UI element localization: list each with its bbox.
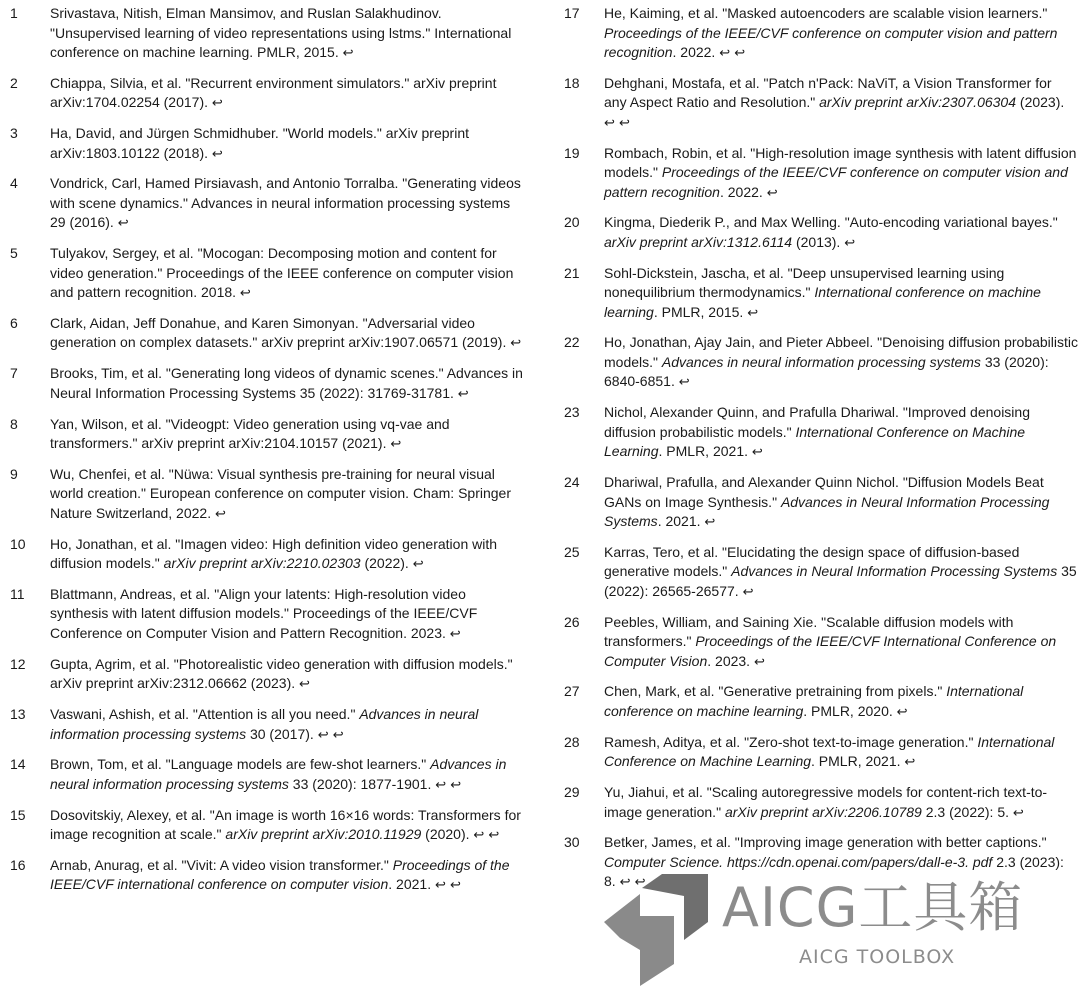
reference-number: 1 bbox=[10, 5, 18, 21]
backlink-icon[interactable]: ↩ bbox=[211, 146, 223, 162]
reference-venue: Advances in neural information processing systems bbox=[50, 706, 479, 742]
reference-text bbox=[604, 74, 1080, 134]
backlink-icon[interactable]: ↩ bbox=[211, 96, 223, 112]
reference-number: 6 bbox=[10, 314, 18, 331]
reference-number: 29 bbox=[564, 784, 580, 801]
backlink-icon[interactable]: ↩ ↩ bbox=[473, 828, 500, 844]
reference-item bbox=[555, 264, 1080, 324]
reference-segment: (2023). bbox=[1016, 94, 1065, 111]
reference-venue: arXiv preprint arXiv:2210.02303 bbox=[163, 555, 361, 572]
reference-text bbox=[50, 244, 525, 304]
reference-number: 18 bbox=[564, 74, 580, 91]
reference-segment: (2013). bbox=[792, 233, 841, 250]
reference-venue: Proceedings of the IEEE/CVF conference on computer vision and pattern recognition bbox=[604, 164, 1068, 200]
reference-segment: Srivastava, Nitish, Elman Mansimov, and Ruslan Salakhudinov. "Unsupervised learning of video representations using lstms." International conference on machine learning. PMLR, 2015. bbox=[50, 5, 512, 60]
reference-segment: Dhariwal, Prafulla, and Alexander Quinn Nichol. "Diffusion Models Beat GANs on Image Synthesis." bbox=[604, 474, 1044, 510]
reference-item bbox=[0, 4, 525, 64]
backlink-icon[interactable]: ↩ bbox=[214, 506, 226, 522]
reference-segment: . 2022. bbox=[672, 44, 716, 60]
reference-item bbox=[0, 174, 525, 234]
backlink-icon[interactable]: ↩ bbox=[753, 654, 765, 670]
backlink-icon[interactable]: ↩ bbox=[844, 235, 856, 251]
reference-number: 26 bbox=[564, 613, 580, 630]
reference-number: 13 bbox=[10, 706, 26, 723]
reference-segment: Ho, Jonathan, Ajay Jain, and Pieter Abbeel. "Denoising diffusion probabilistic models." bbox=[604, 334, 1079, 370]
backlink-icon[interactable]: ↩ bbox=[457, 386, 469, 402]
backlink-icon[interactable]: ↩ bbox=[342, 46, 354, 61]
backlink-icon[interactable]: ↩ bbox=[904, 755, 916, 771]
backlink-icon[interactable]: ↩ ↩ bbox=[619, 875, 646, 891]
reference-item bbox=[555, 213, 1080, 253]
reference-number: 4 bbox=[10, 175, 18, 192]
backlink-icon[interactable]: ↩ bbox=[449, 626, 461, 642]
reference-segment: Vondrick, Carl, Hamed Pirsiavash, and Antonio Torralba. "Generating videos with scene dynamics." Advances in neural information processing systems 29 (2016). bbox=[50, 175, 521, 231]
reference-venue: Advances in Neural Information Processing Systems bbox=[604, 493, 1050, 530]
backlink-icon[interactable]: ↩ bbox=[390, 437, 402, 453]
reference-text bbox=[604, 213, 1080, 253]
reference-segment: . 2023. bbox=[707, 652, 751, 669]
reference-item bbox=[0, 655, 525, 695]
reference-segment: 35 (2022): 26565-26577. bbox=[604, 563, 1077, 599]
reference-number: 30 bbox=[564, 834, 580, 851]
reference-list-left bbox=[0, 4, 525, 906]
reference-venue: International Conference on Machine Learning bbox=[604, 423, 1026, 460]
backlink-icon[interactable]: ↩ bbox=[704, 515, 716, 531]
reference-text bbox=[50, 535, 525, 575]
reference-venue: arXiv preprint arXiv:1312.6114 bbox=[604, 233, 793, 250]
reference-text bbox=[50, 314, 525, 354]
reference-venue: International Conference on Machine Learning bbox=[604, 733, 1055, 770]
reference-segment: Dosovitskiy, Alexey, et al. "An image is worth 16×16 words: Transformers for image recognition at scale." bbox=[50, 806, 521, 843]
reference-segment: Ho, Jonathan, et al. "Imagen video: High definition video generation with diffusion models." bbox=[50, 535, 498, 572]
reference-segment: 33 (2020): 1877-1901. bbox=[288, 775, 432, 792]
reference-segment: . PMLR, 2021. bbox=[811, 753, 901, 770]
reference-venue: Proceedings of the IEEE/CVF International Conference on Computer Vision bbox=[604, 633, 1057, 669]
reference-item bbox=[0, 856, 525, 896]
reference-number: 17 bbox=[564, 5, 580, 21]
reference-segment: 33 (2020): 6840-6851. bbox=[604, 353, 1049, 390]
reference-number: 25 bbox=[564, 543, 580, 560]
reference-segment: Vaswani, Ashish, et al. "Attention is all you need." bbox=[50, 706, 360, 723]
reference-number: 24 bbox=[564, 474, 580, 491]
reference-number: 22 bbox=[564, 334, 580, 351]
reference-text bbox=[50, 364, 525, 404]
backlink-icon[interactable]: ↩ bbox=[510, 336, 522, 352]
reference-text bbox=[604, 733, 1080, 773]
reference-segment: Chiappa, Silvia, et al. "Recurrent environment simulators." arXiv preprint arXiv:1704.02254 (2017). bbox=[50, 74, 497, 111]
reference-list-right bbox=[555, 4, 1080, 891]
reference-item bbox=[0, 755, 525, 795]
reference-text bbox=[604, 613, 1080, 673]
reference-text bbox=[50, 806, 525, 846]
reference-number: 3 bbox=[10, 125, 18, 142]
reference-venue: arXiv preprint arXiv:2206.10789 bbox=[724, 803, 922, 820]
watermark-title: AICG工具箱 bbox=[722, 876, 1024, 939]
reference-segment: Karras, Tero, et al. "Elucidating the design space of diffusion-based generative models." bbox=[604, 543, 1020, 580]
reference-text bbox=[50, 585, 525, 645]
reference-venue: Advances in Neural Information Processing Systems bbox=[731, 563, 1058, 580]
backlink-icon[interactable]: ↩ bbox=[678, 375, 690, 391]
reference-segment: . PMLR, 2015. bbox=[653, 303, 744, 320]
reference-text bbox=[50, 4, 525, 64]
reference-segment: . 2021. bbox=[388, 876, 432, 893]
reference-item bbox=[555, 682, 1080, 722]
backlink-icon[interactable]: ↩ bbox=[117, 216, 129, 232]
reference-segment: He, Kaiming, et al. "Masked autoencoders are scalable vision learners." bbox=[604, 5, 1048, 21]
reference-item bbox=[555, 4, 1080, 64]
backlink-icon[interactable]: ↩ bbox=[1012, 805, 1024, 821]
backlink-icon[interactable]: ↩ bbox=[742, 584, 754, 600]
reference-segment: Chen, Mark, et al. "Generative pretraining from pixels." bbox=[604, 683, 947, 700]
reference-number: 21 bbox=[564, 264, 580, 281]
reference-segment: 2.3 (2022): 5. bbox=[921, 803, 1010, 820]
reference-number: 11 bbox=[10, 585, 25, 602]
reference-item bbox=[0, 74, 525, 114]
reference-venue: arXiv preprint arXiv:2307.06304 bbox=[819, 94, 1017, 111]
reference-segment: Brown, Tom, et al. "Language models are few-shot learners." bbox=[50, 756, 431, 773]
backlink-icon[interactable]: ↩ ↩ bbox=[719, 46, 746, 61]
reference-text bbox=[604, 403, 1080, 463]
reference-number: 19 bbox=[564, 144, 580, 161]
backlink-icon[interactable]: ↩ bbox=[751, 445, 763, 461]
reference-segment: Ha, David, and Jürgen Schmidhuber. "World models." arXiv preprint arXiv:1803.10122 (2018). bbox=[50, 125, 469, 161]
reference-segment: Wu, Chenfei, et al. "Nüwa: Visual synthesis pre-training for neural visual world creation." European conference on computer vision. Cham: Springer Nature Switzerland, 2022. bbox=[50, 465, 511, 521]
reference-segment: Yu, Jiahui, et al. "Scaling autoregressive models for content-rich text-to-image generation." bbox=[604, 784, 1048, 820]
reference-number: 9 bbox=[10, 465, 18, 482]
reference-item bbox=[555, 74, 1080, 134]
reference-text bbox=[50, 74, 525, 114]
reference-segment: 2.3 (2023): 8. bbox=[604, 853, 1064, 890]
backlink-icon[interactable]: ↩ bbox=[239, 286, 251, 302]
reference-text bbox=[50, 465, 525, 525]
reference-number: 27 bbox=[564, 683, 580, 700]
reference-item bbox=[0, 124, 525, 164]
reference-number: 20 bbox=[564, 214, 580, 231]
reference-item bbox=[555, 783, 1080, 823]
reference-segment: 30 (2017). bbox=[246, 725, 314, 742]
reference-segment: Dehghani, Mostafa, et al. "Patch n'Pack: NaViT, a Vision Transformer for any Aspect Ratio and Resolution." bbox=[604, 74, 1052, 111]
reference-venue: Proceedings of the IEEE/CVF conference on computer vision and pattern recognition bbox=[604, 24, 1058, 60]
reference-item bbox=[555, 144, 1080, 204]
reference-segment: Arnab, Anurag, et al. "Vivit: A video vision transformer." bbox=[50, 856, 393, 873]
reference-venue: International conference on machine learning bbox=[604, 683, 1024, 719]
reference-text bbox=[604, 783, 1080, 823]
reference-item bbox=[0, 535, 525, 575]
reference-segment: Gupta, Agrim, et al. "Photorealistic video generation with diffusion models." arXiv preprint arXiv:2312.06662 (2023). bbox=[50, 655, 513, 692]
backlink-icon[interactable]: ↩ bbox=[412, 557, 424, 573]
backlink-icon[interactable]: ↩ ↩ bbox=[604, 115, 630, 131]
reference-item bbox=[0, 314, 525, 354]
reference-text bbox=[604, 264, 1080, 324]
reference-segment: (2020). bbox=[421, 826, 470, 843]
backlink-icon[interactable]: ↩ bbox=[766, 185, 778, 201]
reference-venue: Advances in neural information processing systems bbox=[661, 353, 981, 370]
reference-item bbox=[555, 543, 1080, 603]
reference-item bbox=[0, 705, 525, 745]
reference-number: 2 bbox=[10, 74, 18, 91]
reference-venue: Advances in neural information processing systems bbox=[50, 756, 507, 792]
reference-segment: Brooks, Tim, et al. "Generating long videos of dynamic scenes." Advances in Neural Information Processing Systems 35 (2022): 31769-31781. bbox=[50, 365, 523, 401]
reference-number: 7 bbox=[10, 365, 18, 382]
reference-item bbox=[555, 733, 1080, 773]
backlink-icon[interactable]: ↩ bbox=[299, 677, 310, 693]
reference-segment: . 2022. bbox=[719, 183, 763, 200]
reference-segment: Peebles, William, and Saining Xie. "Scalable diffusion models with transformers." bbox=[604, 613, 1014, 650]
reference-segment: Blattmann, Andreas, et al. "Align your latents: High-resolution video synthesis with latent diffusion models." Proceedings of the IEEE/CVF Conference on Computer Vision and Pattern Recognition. 2023. bbox=[50, 585, 478, 641]
reference-text bbox=[604, 333, 1080, 393]
reference-segment: Clark, Aidan, Jeff Donahue, and Karen Simonyan. "Adversarial video generation on complex datasets." arXiv preprint arXiv:1907.06571 (2019). bbox=[50, 314, 507, 351]
reference-item bbox=[0, 244, 525, 304]
watermark-subtitle: AICG TOOLBOX bbox=[799, 946, 956, 968]
reference-segment: Kingma, Diederik P., and Max Welling. "Auto-encoding variational bayes." bbox=[604, 214, 1058, 231]
reference-text bbox=[604, 144, 1080, 204]
reference-number: 28 bbox=[564, 733, 580, 750]
reference-number: 5 bbox=[10, 245, 18, 262]
backlink-icon[interactable]: ↩ bbox=[896, 704, 908, 720]
reference-segment: Rombach, Robin, et al. "High-resolution image synthesis with latent diffusion models." bbox=[604, 144, 1077, 181]
reference-segment: . 2021. bbox=[657, 513, 701, 530]
reference-text bbox=[604, 682, 1080, 722]
reference-text bbox=[604, 4, 1080, 64]
reference-venue: arXiv preprint arXiv:2010.11929 bbox=[225, 826, 422, 843]
reference-number: 14 bbox=[10, 756, 26, 773]
reference-item bbox=[0, 465, 525, 525]
reference-text bbox=[50, 705, 525, 745]
reference-number: 12 bbox=[10, 655, 26, 672]
reference-item bbox=[555, 613, 1080, 673]
reference-segment: Sohl-Dickstein, Jascha, et al. "Deep unsupervised learning using nonequilibrium thermodynamics." bbox=[604, 264, 1005, 301]
reference-number: 10 bbox=[10, 535, 26, 552]
reference-segment: . PMLR, 2021. bbox=[658, 443, 748, 460]
reference-venue: International conference on machine learning bbox=[604, 284, 1041, 320]
reference-text bbox=[50, 415, 525, 455]
reference-text bbox=[50, 174, 525, 234]
reference-number: 16 bbox=[10, 856, 26, 873]
reference-segment: Betker, James, et al. "Improving image generation with better captions." bbox=[604, 834, 1047, 851]
reference-item bbox=[555, 473, 1080, 533]
backlink-icon[interactable]: ↩ ↩ bbox=[435, 777, 462, 793]
reference-number: 15 bbox=[10, 806, 26, 823]
reference-number: 23 bbox=[564, 404, 580, 421]
reference-venue: Computer Science. https://cdn.openai.com/papers/dall-e-3. pdf bbox=[604, 853, 993, 870]
backlink-icon[interactable]: ↩ ↩ bbox=[434, 878, 461, 894]
reference-segment: (2022). bbox=[360, 555, 409, 572]
reference-segment: Tulyakov, Sergey, et al. "Mocogan: Decomposing motion and content for video generation." Proceedings of the IEEE conference on computer vision and pattern recognition. 2018. bbox=[50, 245, 514, 301]
reference-segment: . PMLR, 2020. bbox=[803, 702, 893, 719]
reference-segment: Ramesh, Aditya, et al. "Zero-shot text-to-image generation." bbox=[604, 733, 978, 750]
reference-number: 8 bbox=[10, 415, 18, 432]
reference-text bbox=[50, 856, 525, 896]
reference-venue: Proceedings of the IEEE/CVF international conference on computer vision bbox=[50, 856, 510, 893]
reference-text bbox=[50, 655, 525, 695]
reference-text bbox=[604, 473, 1080, 533]
reference-item bbox=[555, 403, 1080, 463]
reference-item bbox=[0, 585, 525, 645]
reference-item bbox=[0, 806, 525, 846]
backlink-icon[interactable]: ↩ bbox=[747, 305, 759, 321]
reference-segment: Yan, Wilson, et al. "Videogpt: Video generation using vq-vae and transformers." arXiv preprint arXiv:2104.10157 (2021). bbox=[50, 415, 450, 452]
reference-text bbox=[50, 755, 525, 795]
reference-text bbox=[604, 543, 1080, 603]
backlink-icon[interactable]: ↩ ↩ bbox=[317, 727, 344, 743]
reference-item bbox=[555, 333, 1080, 393]
reference-item bbox=[0, 415, 525, 455]
reference-segment: Nichol, Alexander Quinn, and Prafulla Dhariwal. "Improved denoising diffusion probabilistic models." bbox=[604, 404, 1030, 440]
reference-item bbox=[0, 364, 525, 404]
reference-text bbox=[50, 124, 525, 164]
